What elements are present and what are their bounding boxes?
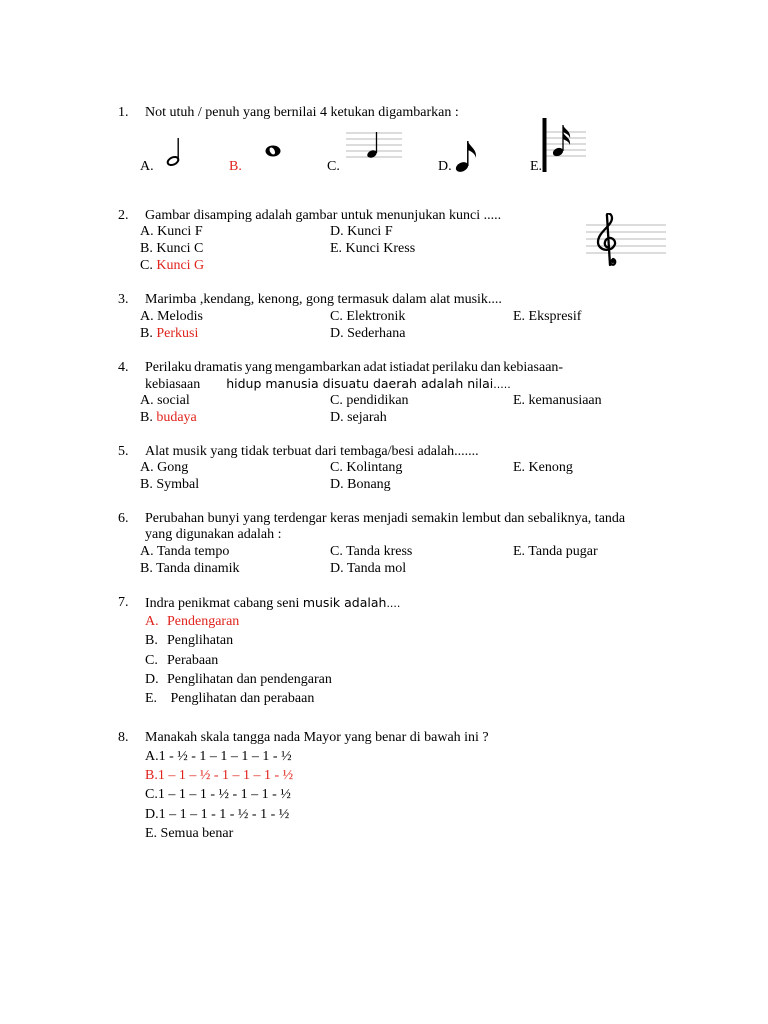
q1-option-a-label: A. [140, 159, 154, 174]
q8-number: 8. [118, 730, 129, 745]
q3-option-d: D. Sederhana [330, 326, 406, 341]
q2-option-c-answer: Kunci G [156, 258, 205, 273]
q4-option-a: A. social [140, 393, 190, 408]
q1-option-e-label: E. [530, 159, 543, 174]
treble-clef-icon [586, 213, 666, 269]
q5-number: 5. [118, 444, 129, 459]
q3-number: 3. [118, 292, 129, 307]
q5-option-c: C. Kolintang [330, 460, 403, 475]
q7-option-e-text: Penglihatan dan perabaan [167, 691, 315, 706]
q2-option-c [140, 257, 204, 274]
q4-text-line2-a: kebiasaan [145, 377, 201, 392]
q4-option-d: D. sejarah [330, 410, 387, 425]
q8-text: Manakah skala tangga nada Mayor yang benar di bawah ini ? [145, 730, 489, 745]
half-note-icon [166, 136, 184, 168]
q7-option-c-text: Perabaan [167, 653, 219, 668]
q4-text-line2-b: hidup manusia disuatu daerah adalah nilai [226, 376, 494, 391]
q4-text-line2-c: ..... [493, 378, 511, 391]
q1-option-b-label: B. [229, 159, 242, 174]
q4-text-line1: Perilaku dramatis yang mengambarkan adat istiadat perilaku dan kebiasaan- [145, 360, 564, 375]
q1-text: Not utuh / penuh yang bernilai 4 ketukan digambarkan : [145, 105, 459, 120]
q4-option-b [140, 409, 197, 426]
q1-option-c-label: C. [327, 159, 340, 174]
q2-option-a: A. Kunci F [140, 224, 203, 239]
q7-option-a-text: Pendengaran [167, 614, 240, 629]
q1-number: 1. [118, 105, 129, 120]
sixteenth-note-on-staff-icon [540, 116, 586, 174]
q2-text: Gambar disamping adalah gambar untuk menunjukan kunci ..... [145, 208, 502, 223]
q4-option-b-answer: budaya [156, 410, 197, 425]
q4-option-e: E. kemanusiaan [513, 393, 602, 408]
quarter-note-on-staff-icon [346, 129, 402, 163]
q3-option-b-prefix: B. [140, 326, 157, 341]
q8-option-a: A.1 - ½ - 1 – 1 – 1 – 1 - ½ [145, 749, 292, 764]
q6-text-line1: Perubahan bunyi yang terdengar keras menjadi semakin lembut dan sebaliknya, tanda [145, 511, 626, 526]
q7-option-b-text: Penglihatan [167, 633, 234, 648]
q2-option-d: D. Kunci F [330, 224, 393, 239]
q6-option-b: B. Tanda dinamik [140, 561, 240, 576]
q3-option-a: A. Melodis [140, 309, 203, 324]
q7-option-a-letter: A. [145, 614, 159, 629]
q7-option-b-letter: B. [145, 633, 158, 648]
q3-option-e: E. Ekspresif [513, 309, 582, 324]
q7-text [145, 594, 400, 612]
q6-text-line2: yang digunakan adalah : [145, 527, 282, 542]
q7-option-d-text: Penglihatan dan pendengaran [167, 672, 332, 687]
q5-option-d: D. Bonang [330, 477, 391, 492]
q2-option-b: B. Kunci C [140, 241, 204, 256]
q8-option-d: D.1 – 1 – 1 - 1 - ½ - 1 - ½ [145, 807, 290, 822]
q6-option-c: C. Tanda kress [330, 544, 413, 559]
q7-text-c: .... [386, 597, 401, 610]
q5-option-a: A. Gong [140, 460, 189, 475]
q7-text-b: musik adalah [302, 595, 387, 610]
q1-option-d-label: D. [438, 159, 452, 174]
q6-option-e: E. Tanda pugar [513, 544, 598, 559]
q5-option-b: B. Symbal [140, 477, 200, 492]
q3-option-b-answer: Perkusi [156, 326, 199, 341]
q5-option-e: E. Kenong [513, 460, 573, 475]
q2-option-c-prefix: C. [140, 258, 157, 273]
q7-option-c-letter: C. [145, 653, 158, 668]
q3-option-b [140, 325, 198, 342]
whole-note-icon [264, 143, 282, 159]
q3-option-c: C. Elektronik [330, 309, 406, 324]
q2-number: 2. [118, 208, 129, 223]
q3-text: Marimba ,kendang, kenong, gong termasuk dalam alat musik.... [145, 292, 502, 307]
q4-option-c: C. pendidikan [330, 393, 409, 408]
q7-option-e-letter: E. [145, 691, 158, 706]
q6-number: 6. [118, 511, 129, 526]
q6-option-d: D. Tanda mol [330, 561, 407, 576]
q8-option-e: E. Semua benar [145, 826, 234, 841]
q8-option-b: B.1 – 1 – ½ - 1 – 1 – 1 - ½ [145, 768, 294, 783]
q6-option-a: A. Tanda tempo [140, 544, 230, 559]
q4-text-line2 [145, 375, 511, 393]
q7-number: 7. [118, 595, 129, 610]
q2-option-e: E. Kunci Kress [330, 241, 416, 256]
q7-option-d-letter: D. [145, 672, 159, 687]
eighth-note-icon [454, 138, 480, 174]
q8-option-c: C.1 – 1 – 1 - ½ - 1 – 1 - ½ [145, 787, 291, 802]
q5-text: Alat musik yang tidak terbuat dari tembaga/besi adalah....... [145, 444, 479, 459]
q4-option-b-prefix: B. [140, 410, 157, 425]
q7-text-a: Indra penikmat cabang seni [145, 596, 303, 611]
q4-number: 4. [118, 360, 129, 375]
